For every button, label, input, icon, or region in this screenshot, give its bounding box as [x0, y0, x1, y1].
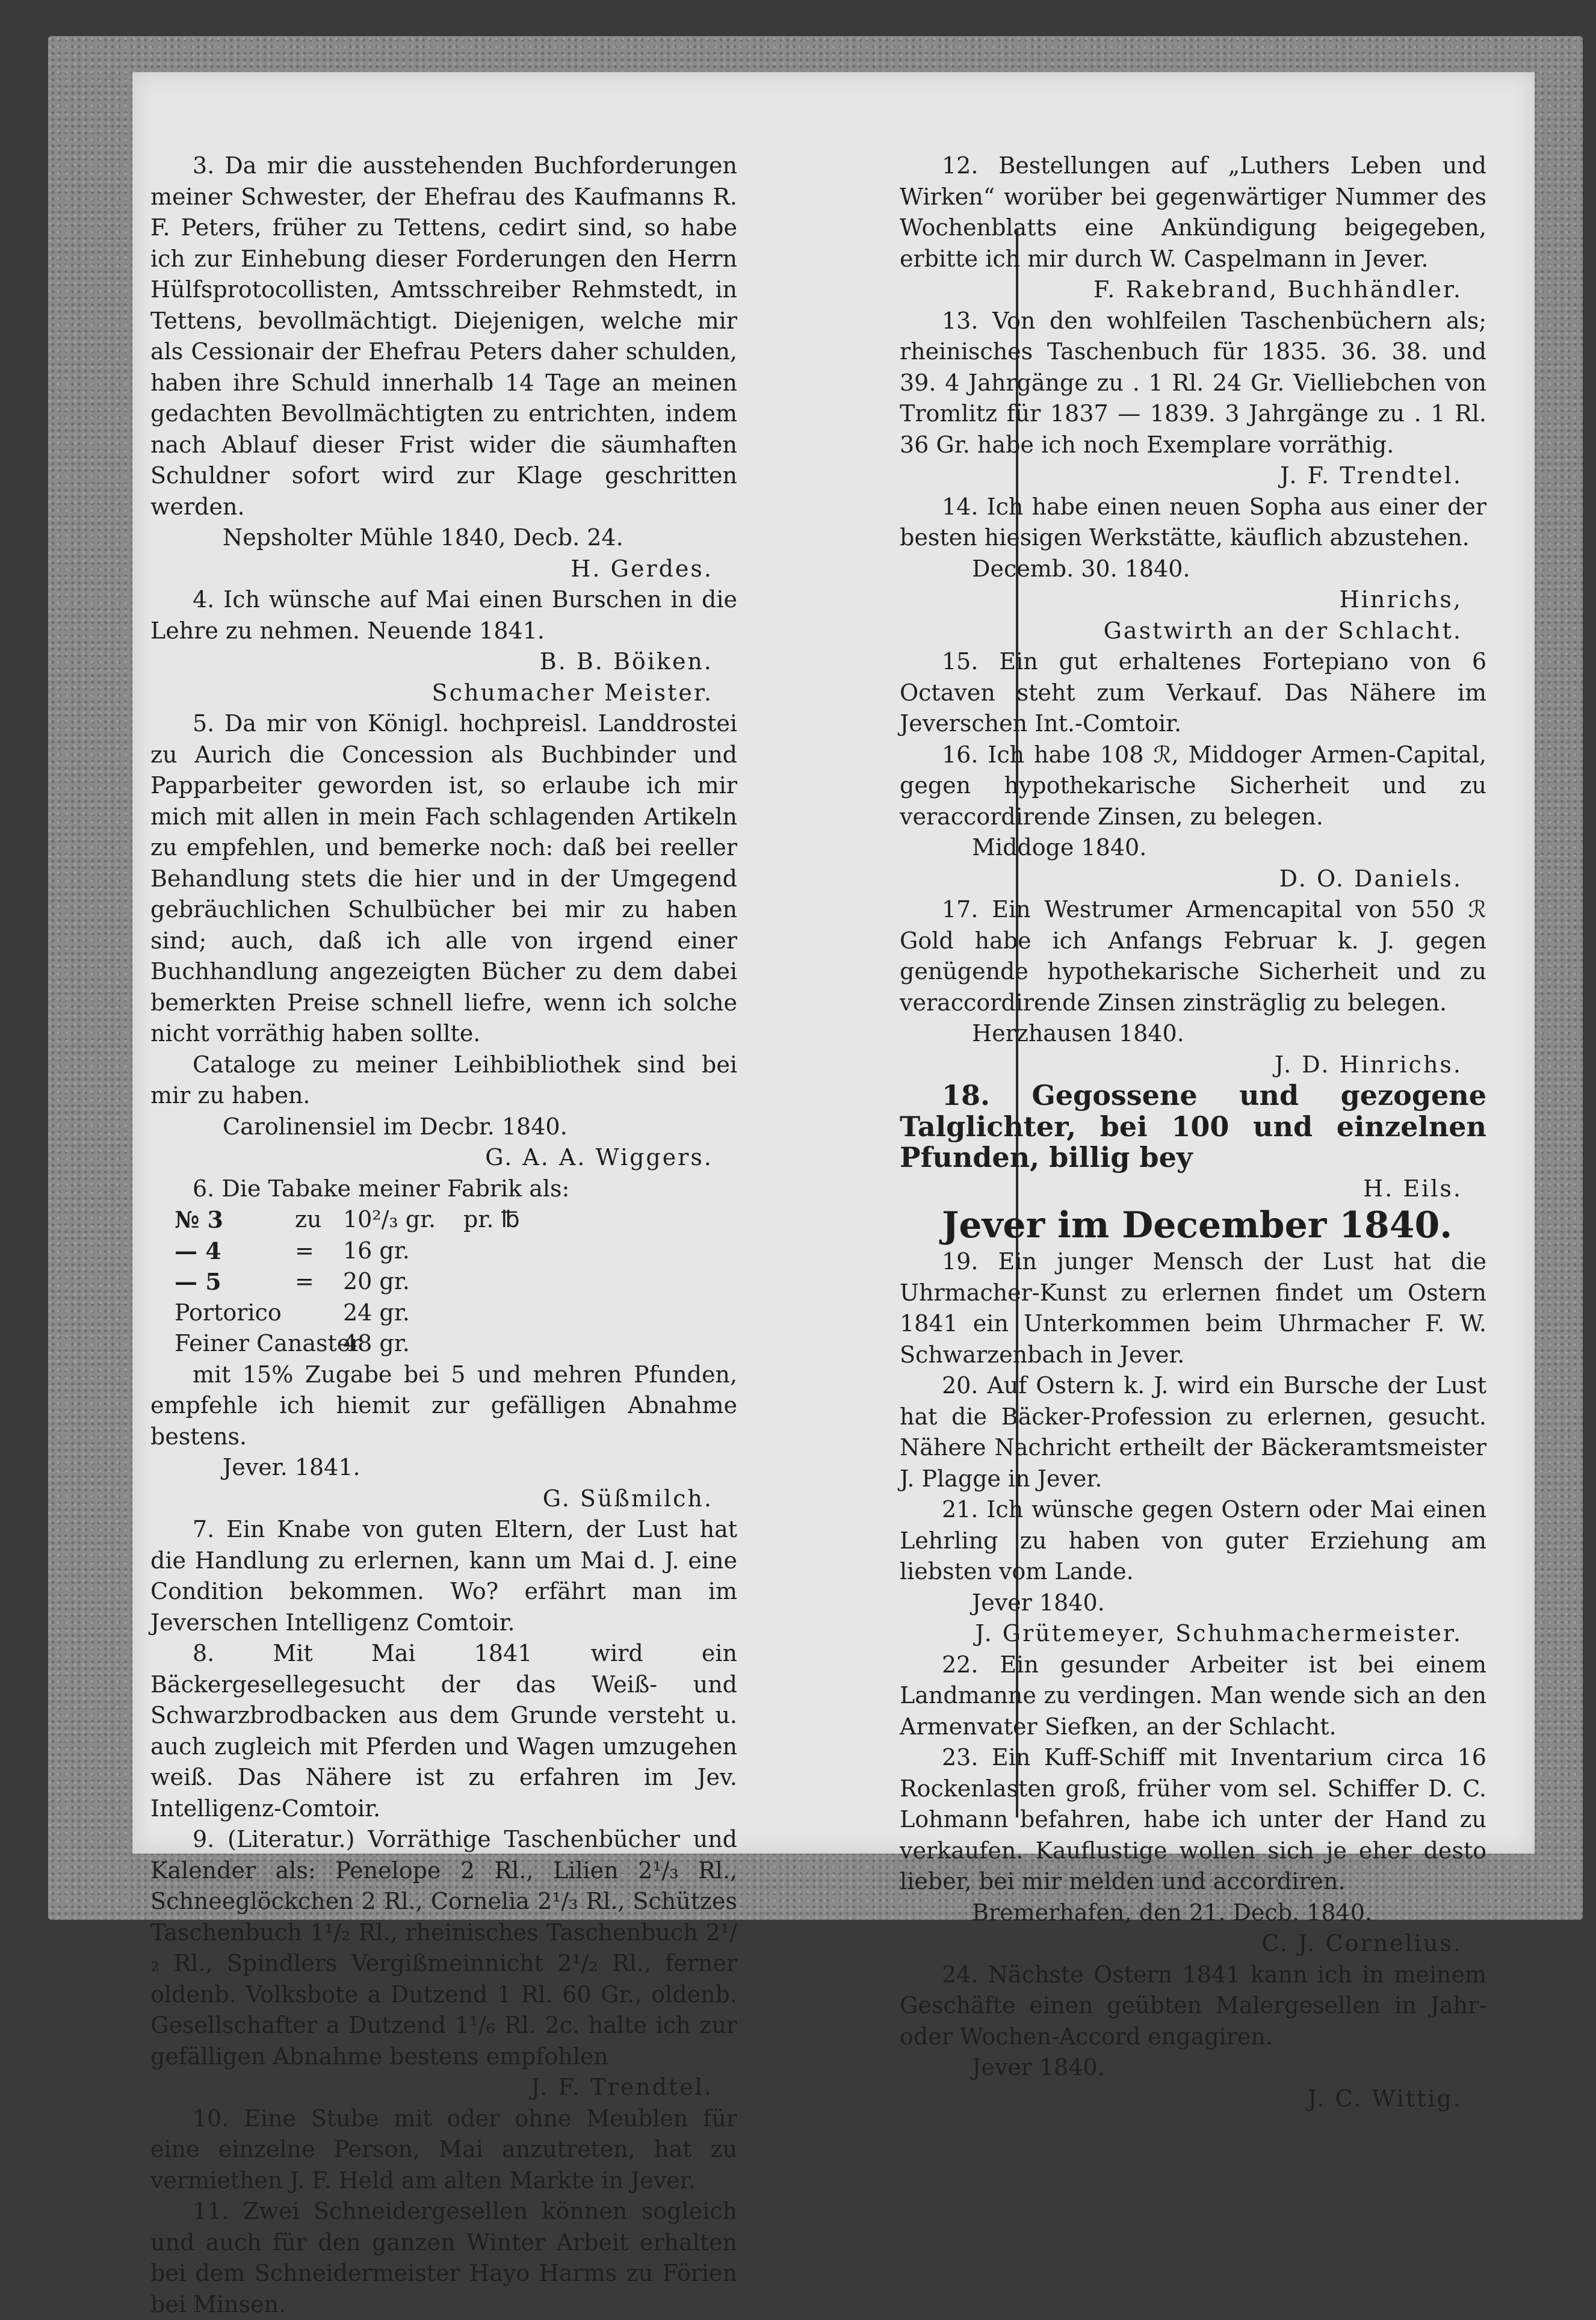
signature: J. C. Wittig. — [900, 2083, 1486, 2115]
place-date: Bremerhafen, den 21. Decb. 1840. — [900, 1898, 1486, 1929]
tobacco-name: — 4 — [175, 1236, 295, 1267]
tobacco-sep: = — [295, 1266, 343, 1298]
tobacco-unit — [463, 1266, 596, 1298]
notice-text: 11. Zwei Schneidergesellen können sogleich und auch für den ganzen Winter Arbeit erhalten bei dem Schneidermeister Hayo Harms zu Förien bei Minsen. — [150, 2196, 737, 2320]
notice-text: 5. Da mir von Königl. hochpreisl. Landdrostei zu Aurich die Concession als Buchbinder und Papparbeiter geworden ist, so erlaube ich mir mich mit allen in mein Fach schlagenden Artikeln zu empfehlen, und bemerke noch: daß bei reeller Behandlung stets die hier und in der Umgegend gebräuchlichen Schulbücher bei mir zu haben sind; auch, daß ich alle von irgend einer Buchhandlung angezeigten Bücher zu dem dabei bemerkten Preise schnell liefre, wenn ich solche nicht vorräthig haben sollte. — [150, 708, 737, 1050]
signature: Gastwirth an der Schlacht. — [900, 616, 1486, 647]
signature: J. F. Trendtel. — [900, 460, 1486, 492]
notice-text: 8. Mit Mai 1841 wird ein Bäckergesellegesucht der das Weiß- und Schwarzbrodbacken aus dem Grunde versteht u. auch zugleich mit Pferden und Wagen umzugehen weiß. Das Nähere ist zu erfahren im Jev. Intelligenz-Comtoir. — [150, 1638, 737, 1824]
signature: J. Grütemeyer, Schuhmachermeister. — [900, 1618, 1486, 1650]
place-date: Carolinensiel im Decbr. 1840. — [150, 1112, 737, 1143]
notice-text: 21. Ich wünsche gegen Ostern oder Mai einen Lehrling zu haben von guter Erziehung am liebsten vom Lande. — [900, 1494, 1486, 1588]
notice-text: 16. Ich habe 108 ℛ, Middoger Armen-Capital, gegen hypothekarische Sicherheit und zu veraccordirende Zinsen, zu belegen. — [900, 740, 1486, 833]
signature: J. D. Hinrichs. — [900, 1050, 1486, 1081]
tobacco-sep: = — [295, 1236, 343, 1267]
signature: B. B. Böiken. — [150, 646, 737, 678]
notice-text: 6. Die Tabake meiner Fabrik als: — [150, 1174, 737, 1205]
right-notices — [900, 150, 1486, 2114]
tobacco-price: 10²/₃ gr. — [343, 1204, 463, 1236]
notice-text: mit 15% Zugabe bei 5 und mehren Pfunden, empfehle ich hiemit zur gefälligen Abnahme bestens. — [150, 1360, 737, 1453]
place-date: Jever 1840. — [900, 2052, 1486, 2083]
tobacco-name: — 5 — [175, 1266, 295, 1298]
tobacco-sep — [295, 1328, 343, 1360]
tobacco-sep: zu — [295, 1204, 343, 1236]
signature: G. A. A. Wiggers. — [150, 1142, 737, 1174]
signature: J. F. Trendtel. — [150, 2072, 737, 2103]
place-date: Jever 1840. — [900, 1588, 1486, 1619]
notice-text: 17. Ein Westrumer Armencapital von 550 ℛ Gold habe ich Anfangs Februar k. J. gegen genügende hypothekarische Sicherheit und zu veraccordirende Zinsen zinsträglig zu belegen. — [900, 894, 1486, 1018]
notice-text: Cataloge zu meiner Leihbibliothek sind bei mir zu haben. — [150, 1050, 737, 1112]
tobacco-name: Feiner Canaster — [175, 1328, 295, 1360]
notice-text: 23. Ein Kuff-Schiff mit Inventarium circa 16 Rockenlasten groß, früher vom sel. Schiffer D. C. Lohmann befahren, habe ich unter der Hand zu verkaufen. Kauflustige wollen sich je eher desto lieber, bei mir melden und accordiren. — [900, 1742, 1486, 1898]
notice-text: 4. Ich wünsche auf Mai einen Burschen in die Lehre zu nehmen. Neuende 1841. — [150, 584, 737, 646]
tobacco-unit — [463, 1298, 596, 1329]
notice-text: 20. Auf Ostern k. J. wird ein Bursche der Lust hat die Bäcker-Profession zu erlernen, gesucht. Nähere Nachricht ertheilt der Bäckeramtsmeister J. Plagge in Jever. — [900, 1370, 1486, 1494]
notice-text: 22. Ein gesunder Arbeiter ist bei einem Landmanne zu verdingen. Man wende sich an den Armenvater Siefken, an der Schlacht. — [900, 1650, 1486, 1743]
tobacco-price: 48 gr. — [343, 1328, 463, 1360]
tobacco-price: 24 gr. — [343, 1298, 463, 1329]
notice-text: 24. Nächste Ostern 1841 kann ich in meinem Geschäfte einen geübten Malergesellen in Jahr- oder Wochen-Accord engagiren. — [900, 1960, 1486, 2053]
left-notices-a — [150, 150, 737, 1204]
right-column — [900, 150, 1486, 2114]
notice-text: 18. Gegossene und gezogene Talglichter, bei 100 und einzelnen Pfunden, billig bey — [900, 1080, 1486, 1174]
signature: G. Süßmilch. — [150, 1483, 737, 1515]
tobacco-price: 20 gr. — [343, 1266, 463, 1298]
notice-text: 3. Da mir die ausstehenden Buchforderungen meiner Schwester, der Ehefrau des Kaufmanns R. F. Peters, früher zu Tettens, cedirt sind, so habe ich zur Einhebung dieser Forderungen den Herrn Hülfsprotocollisten, Amtsschreiber Rehmstedt, in Tettens, bevollmächtigt. Diejenigen, welche mir als Cessionair der Ehefrau Peters daher schulden, haben ihre Schuld innerhalb 14 Tage an meinen gedachten Bevollmächtigten zu entrichten, indem nach Ablauf dieser Frist wider die säumhaften Schuldner sofort wird zur Klage geschritten werden. — [150, 150, 737, 522]
notice-text: Jever im December 1840. — [900, 1204, 1486, 1246]
place-date: Middoge 1840. — [900, 832, 1486, 864]
tobacco-price-list — [150, 1204, 737, 1360]
notice-text: 10. Eine Stube mit oder ohne Meublen für eine einzelne Person, Mai anzutreten, hat zu vermiethen J. F. Held am alten Markte in Jever. — [150, 2103, 737, 2197]
notice-text: 7. Ein Knabe von guten Eltern, der Lust hat die Handlung zu erlernen, kann um Mai d. J. eine Condition bekommen. Wo? erfährt man im Jeverschen Intelligenz Comtoir. — [150, 1514, 737, 1638]
left-column — [150, 150, 737, 2320]
place-date: Herzhausen 1840. — [900, 1018, 1486, 1050]
signature: H. Gerdes. — [150, 554, 737, 585]
notice-text: 15. Ein gut erhaltenes Fortepiano von 6 Octaven steht zum Verkauf. Das Nähere im Jeverschen Int.-Comtoir. — [900, 646, 1486, 740]
place-date: Nepsholter Mühle 1840, Decb. 24. — [150, 522, 737, 554]
notice-text: 9. (Literatur.) Vorräthige Taschenbücher und Kalender als: Penelope 2 Rl., Lilien 2¹/₃ Rl., Schneeglöckchen 2 Rl., Cornelia 2¹/₃ Rl., Schützes Taschenbuch 1¹/₂ Rl., rheinisches Taschenbuch 2¹/₂ Rl., Spindlers Vergißmeinnicht 2¹/₂ Rl., ferner oldenb. Volksbote a Dutzend 1 Rl. 60 Gr., oldenb. Gesellschafter a Dutzend 1¹/₆ Rl. 2c. halte ich zur gefälligen Abnahme bestens empfohlen — [150, 1824, 737, 2072]
signature: Hinrichs, — [900, 584, 1486, 616]
notice-text: 19. Ein junger Mensch der Lust hat die Uhrmacher-Kunst zu erlernen findet um Ostern 1841 ein Unterkommen beim Uhrmacher F. W. Schwarzenbach in Jever. — [900, 1246, 1486, 1370]
notice-text: 12. Bestellungen auf „Luthers Leben und Wirken“ worüber bei gegenwärtiger Nummer des Wochenblatts eine Ankündigung beigegeben, erbitte ich mir durch W. Caspelmann in Jever. — [900, 150, 1486, 274]
tobacco-unit — [463, 1328, 596, 1360]
tobacco-price: 16 gr. — [343, 1236, 463, 1267]
notice-text: 13. Von den wohlfeilen Taschenbüchern als; rheinisches Taschenbuch für 1835. 36. 38. und 39. 4 Jahrgänge zu . 1 Rl. 24 Gr. Vielliebchen von Tromlitz für 1837 — 1839. 3 Jahrgänge zu . 1 Rl. 36 Gr. habe ich noch Exemplare vorräthig. — [900, 306, 1486, 461]
tobacco-unit — [463, 1236, 596, 1267]
tobacco-unit: pr. ℔ — [463, 1204, 596, 1236]
tobacco-name: № 3 — [175, 1204, 295, 1236]
place-date: Decemb. 30. 1840. — [900, 554, 1486, 585]
tobacco-sep — [295, 1298, 343, 1329]
notice-text: 14. Ich habe einen neuen Sopha aus einer der besten hiesigen Werkstätte, käuflich abzustehen. — [900, 492, 1486, 554]
signature: F. Rakebrand, Buchhändler. — [900, 274, 1486, 306]
signature: Schumacher Meister. — [150, 678, 737, 709]
signature: C. J. Cornelius. — [900, 1928, 1486, 1960]
left-notices-b — [150, 1360, 737, 2320]
place-date: Jever. 1841. — [150, 1452, 737, 1483]
signature: H. Eils. — [900, 1174, 1486, 1205]
signature: D. O. Daniels. — [900, 864, 1486, 895]
tobacco-name: Portorico — [175, 1298, 295, 1329]
